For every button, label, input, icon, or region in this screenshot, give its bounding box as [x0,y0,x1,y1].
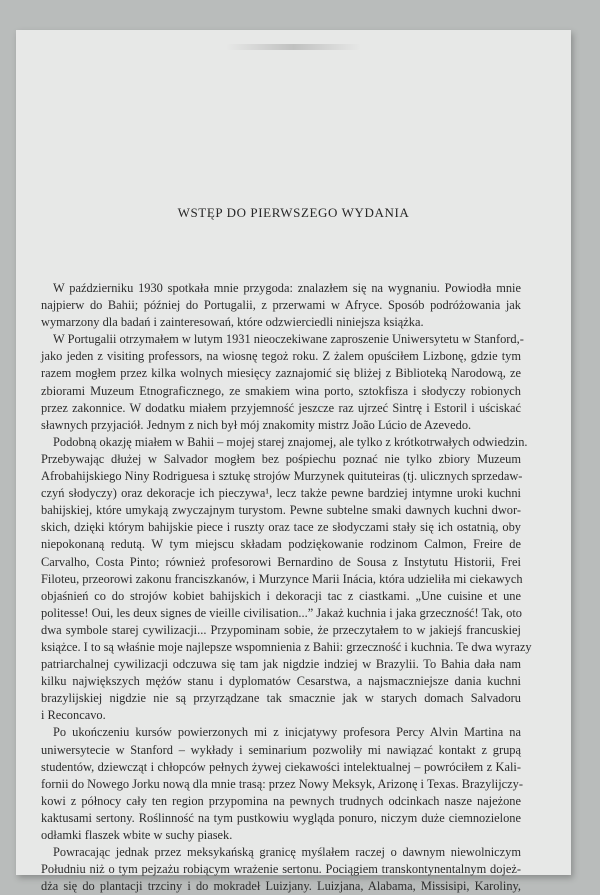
text-line: niepokonaną redutą. W tym miejscu składam podziękowanie rodzinom Calmon, Freire de [41,537,521,552]
paragraph [41,280,521,331]
paragraph [41,331,524,434]
text-line: przez zakonnice. W dodatku miałem przyjemność jeszcze raz ujrzeć Sintrę i Estoril i uściskać [41,400,521,415]
text-line: W Portugalii otrzymałem w lutym 1931 nieoczekiwane zaproszenie Uniwersytetu w Stanford,- [53,332,524,347]
text-line: książce. I to są właśnie moje najlepsze wspomnienia z Bahii: grzeczność i kuchnia. Te dwa wyrazy [41,639,532,654]
show-through-text [226,44,361,50]
text-line: Powracając jednak przez meksykańską granicę myślałem raczej o dawnym niewolniczym [53,845,521,860]
text-line: Po ukończeniu kursów powierzonych mi z inicjatywy profesora Percy Alvin Martina na [53,725,521,740]
text-line: jako jeden z visiting professors, na wiosnę tegoż roku. Z żalem opuściłem Lizbonę, gdzie tym [41,349,521,364]
chapter-title: WSTĘP DO PIERWSZEGO WYDANIA [177,205,410,220]
text-line: brazylijskiej nigdzie nie są przyrządzane tak smacznie jak w starych domach Salvadoru [41,691,521,706]
book-page [16,30,571,894]
text-line: fornii do Nowego Jorku nową dla mnie trasą: przez Nowy Meksyk, Arizonę i Texas. Brazylijczy- [41,776,524,791]
text-line: Afrobahijskiego Niny Rodriguesa i sztukę strojów Murzynek quituteiras (tj. ulicznych sprzedaw- [41,469,523,484]
text-line: dża się do plantacji trzciny i do mokradeł Luizjany. Luizjana, Alabama, Missisipi, Karoliny, [41,879,521,894]
paragraph [41,844,521,895]
text-line: studentów, dziewcząt i chłopców pełnych żywej ciekawości intelektualnej – powróciłem z Kali- [41,759,521,774]
text-line: razem mogłem przez kilka wolnych miesięcy zaznajomić się bliżej z Biblioteką Narodową, ze [41,366,521,381]
paragraph [41,724,524,844]
text-line: Filoteu, przeorowi zakonu franciszkanów, i Murzynce Marii Inácia, która udzieliła mi ciekawych [41,571,523,586]
text-line: uniwersytecie w Stanford – wykłady i seminarium pozwoliły mi nawiązać kontakt z grupą [41,742,521,757]
text-line: sławnych przyjaciół. Jednym z nich był mój znakomity mistrz João Lúcio de Azevedo. [41,417,472,432]
text-line: najpierw do Bahii; później do Portugalii, z przerwami w Afryce. Sposób podróżowania jak [41,298,521,313]
text-line: dwa symbole starej cywilizacji... Przypominam sobie, że przeczytałem to w jakiejś francuskiej [41,622,521,637]
text-line: skich, dzięki którym bahijskie piece i ruszty oraz tace ze słodyczami stały się ich ostatnią, oby [41,520,521,535]
text-line: kilku największych mężów stanu i dyplomatów Cesarstwa, a najsmaczniejsze dania kuchni [41,674,521,689]
text-line: Południu niż o tym pejzażu robiącym wrażenie sertonu. Pociągiem transkontynentalnym dojeż- [41,862,521,877]
text-line: kaktusami sertony. Roślinność na tym pustkowiu wygląda ponuro, niczym duże ciemnozielone [41,810,521,825]
text-line: kowi z północy cały ten region przypomina na pewnych trudnych odcinkach nasze najeżone [41,793,521,808]
text-line: W październiku 1930 spotkała mnie przygoda: znalazłem się na wygnaniu. Powiodła mnie [53,281,521,295]
text-line: politesse! Oui, les deux signes de vieille civilisation...” Jakaż kuchnia i jaka grzeczność! Tak, oto [41,605,522,620]
text-line: zbiorami Muzeum Etnograficznego, ze smakiem wina porto, sztokfisza i słodyczy robionych [41,383,521,398]
text-line: wymarzony dla badań i zainteresowań, które odzwierciedli niniejsza książka. [41,315,424,330]
text-line: Przebywając dłużej w Salvador mogłem bez pośpiechu poznać nie tylko zbiory Muzeum [41,451,521,466]
text-line: odłamki flaszek wbite w suchy piasek. [41,828,233,842]
text-line: bahijskiej, które umykają zwyczajnym turystom. Pewne subtelne smaki dawnych kuchni dwor- [41,503,521,518]
text-line: Carvalho, Costa Pinto; również profesorowi Bernardino de Sousa z Instytutu Historii, Frei [41,554,521,569]
text-line: objaśnień co do strojów kobiet bahijskich i dekoracji tac z ciastkami. „Une cuisine et une [41,588,521,603]
paragraph [41,434,532,725]
body-text [41,280,532,895]
text-line: i Reconcavo. [41,708,106,723]
text-line: czyń słodyczy) oraz dekoracje ich pieczywa¹, lecz także pewne bardziej intymne uroki kuchni [41,486,521,501]
text-line: patriarchalnej cywilizacji odczuwa się tam jak nigdzie indziej w Brazylii. To Bahia dała nam [41,657,521,672]
text-line: Podobną okazję miałem w Bahii – mojej starej znajomej, ale tylko z krótkotrwałych odwiedzin. [53,434,528,449]
